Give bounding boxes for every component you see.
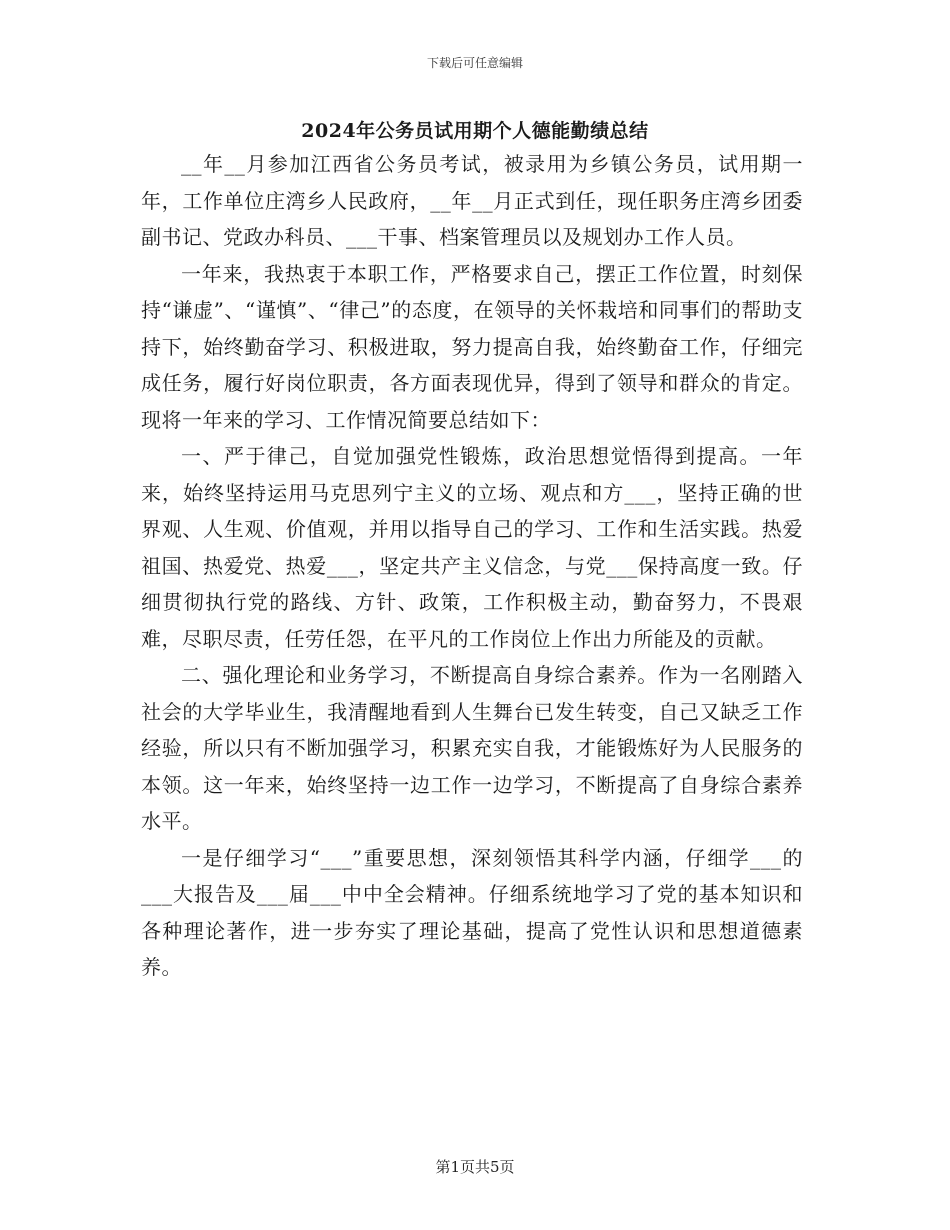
header-note: 下载后可任意编辑 (426, 56, 523, 70)
paragraph: 一、严于律己，自觉加强党性锻炼，政治思想觉悟得到提高。一年来，始终坚持运用马克思列宁主义的立场、观点和方___，坚持正确的世界观、人生观、价值观，并用以指导自己的学习、工作和生活实践。热爱祖国、热爱党、热爱___，坚定共产主义信念，与党___保持高度一致。仔细贯彻执行党的路线、方针、政策，工作积极主动，勤奋努力，不畏艰难，尽职尽责，任劳任怨，在平凡的工作岗位上作出力所能及的贡献。 (141, 444, 803, 651)
paragraph: __年__月参加江西省公务员考试，被录用为乡镇公务员，试用期一年，工作单位庄湾乡人民政府，__年__月正式到任，现任职务庄湾乡团委副书记、党政办科员、___干事、档案管理员以及规划办工作人员。 (141, 152, 803, 249)
paragraph: 一年来，我热衷于本职工作，严格要求自己，摆正工作位置，时刻保持“谦虚”、“谨慎”、“律己”的态度，在领导的关怀栽培和同事们的帮助支持下，始终勤奋学习、积极进取，努力提高自我，始终勤奋工作，仔细完成任务，履行好岗位职责，各方面表现优异，得到了领导和群众的肯定。现将一年来的学习、工作情况简要总结如下： (141, 261, 803, 432)
paragraph: 二、强化理论和业务学习，不断提高自身综合素养。作为一名刚踏入社会的大学毕业生，我清醒地看到人生舞台已发生转变，自己又缺乏工作经验，所以只有不断加强学习，积累充实自我，才能锻炼好为人民服务的本领。这一年来，始终坚持一边工作一边学习，不断提高了自身综合素养水平。 (141, 663, 803, 833)
document-title: 2024年公务员试用期个人德能勤绩总结 (301, 120, 649, 142)
document-body (141, 146, 803, 986)
page-number-footer: 第1页共5页 (435, 1158, 515, 1176)
paragraph: 一是仔细学习“___”重要思想，深刻领悟其科学内涵，仔细学___的___大报告及___届___中中全会精神。仔细系统地学习了党的基本知识和各种理论著作，进一步夯实了理论基础，提高了党性认识和思想道德素养。 (141, 845, 803, 979)
